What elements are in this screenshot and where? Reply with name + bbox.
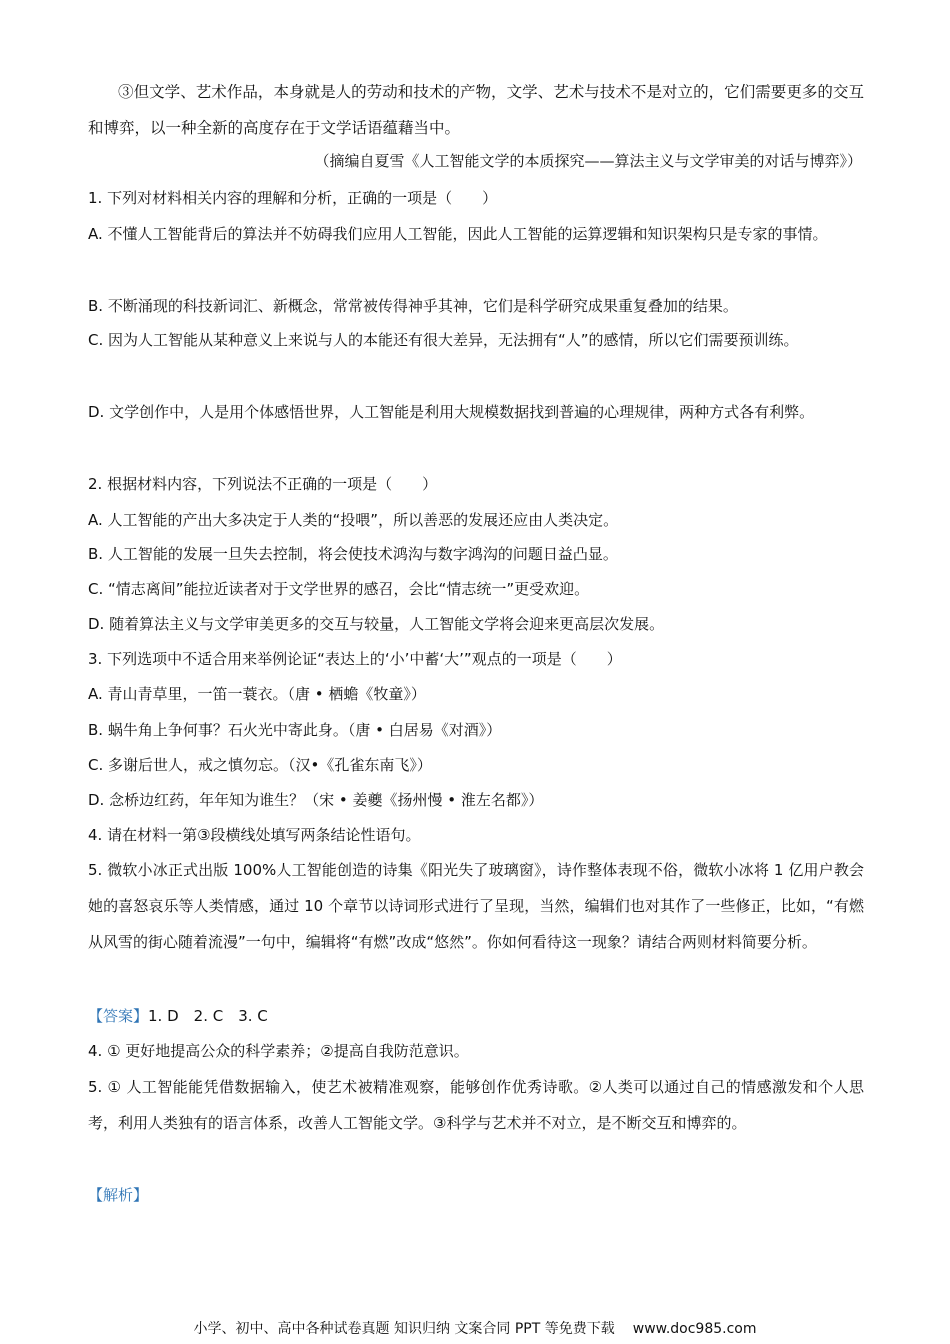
- question-3-option-a: A. 青山青草里，一笛一蓑衣。（唐 • 栖蟾《牧童》）: [88, 685, 426, 703]
- question-4-stem: 4. 请在材料一第③段横线处填写两条结论性语句。: [88, 826, 421, 844]
- question-2-option-a: A. 人工智能的产出大多决定于人类的“投喂”，所以善恶的发展还应由人类决定。: [88, 511, 619, 529]
- question-3-option-c: C. 多谢后世人，戒之慎勿忘。（汉•《孔雀东南飞》）: [88, 756, 432, 774]
- question-2-option-b: B. 人工智能的发展一旦失去控制，将会使技术鸿沟与数字鸿沟的问题日益凸显。: [88, 545, 618, 563]
- answer-line-1: 1. D 2. C 3. C: [148, 1007, 268, 1025]
- question-3-stem: 3. 下列选项中不适合用来举例论证“表达上的‘小’中蓄‘大’”观点的一项是（ ）: [88, 650, 622, 668]
- question-3-option-d: D. 念桥边红药，年年知为谁生？（宋 • 姜夔《扬州慢 • 淮左名都》）: [88, 791, 544, 809]
- answer-tag: 【答案】: [88, 1007, 149, 1025]
- question-5-stem: 5. 微软小冰正式出版 100%人工智能创造的诗集《阳光失了玻璃窗》，诗作整体表现不俗，微软小冰将 1 亿用户教会她的喜怒哀乐等人类情感，通过 10 个章节以诗词形式进行了呈现，当然，编辑们也对其作了一些修正，比如，“有燃从风雪的街心随着流漫”一句中，编辑将“有燃”改成“悠然”。你如何看待这一现象？请结合两则材料简要分析。: [88, 861, 864, 951]
- passage-text: ③但文学、艺术作品，本身就是人的劳动和技术的产物，文学、艺术与技术不是对立的，它们需要更多的交互和博弈，以一种全新的高度存在于文学话语蕴藉当中。: [88, 83, 864, 137]
- question-3-option-b: B. 蜗牛角上争何事？石火光中寄此身。（唐 • 白居易《对酒》）: [88, 721, 502, 739]
- question-1-option-b: B. 不断涌现的科技新词汇、新概念，常常被传得神乎其神，它们是科学研究成果重复叠加的结果。: [88, 297, 738, 315]
- question-1-stem: 1. 下列对材料相关内容的理解和分析，正确的一项是（ ）: [88, 189, 498, 207]
- passage-paragraph-3: [88, 74, 864, 146]
- question-1-option-a: A. 不懂人工智能背后的算法并不妨碍我们应用人工智能，因此人工智能的运算逻辑和知识架构只是专家的事情。: [88, 225, 828, 243]
- question-1-option-d: D. 文学创作中，人是用个体感悟世界，人工智能是利用大规模数据找到普遍的心理规律，两种方式各有利弊。: [88, 403, 815, 421]
- answer-block: [88, 998, 864, 1034]
- answer-line-2: 4. ① 更好地提高公众的科学素养；②提高自我防范意识。: [88, 1042, 469, 1060]
- question-1-option-c: C. 因为人工智能从某种意义上来说与人的本能还有很大差异，无法拥有“人”的感情，所以它们需要预训练。: [88, 331, 799, 349]
- source-citation: （摘编自夏雪《人工智能文学的本质探究——算法主义与文学审美的对话与博弈》）: [314, 152, 862, 170]
- analysis-tag: 【解析】: [88, 1186, 149, 1204]
- page-footer: [0, 1318, 950, 1338]
- question-2-stem: 2. 根据材料内容，下列说法不正确的一项是（ ）: [88, 475, 438, 493]
- question-2-option-d: D. 随着算法主义与文学审美更多的交互与较量，人工智能文学将会迎来更高层次发展。: [88, 615, 665, 633]
- footer-url[interactable]: www.doc985.com: [632, 1321, 757, 1337]
- footer-text: 小学、初中、高中各种试卷真题 知识归纳 文案合同 PPT 等免费下载: [193, 1321, 615, 1337]
- answer-line-3: 5. ① 人工智能能凭借数据输入，使艺术被精准观察，能够创作优秀诗歌。②人类可以通过自己的情感激发和个人思考，利用人类独有的语言体系，改善人工智能文学。③科学与艺术并不对立，是不断交互和博弈的。: [88, 1078, 864, 1132]
- question-2-option-c: C. “情志离间”能拉近读者对于文学世界的感召，会比“情志统一”更受欢迎。: [88, 580, 590, 598]
